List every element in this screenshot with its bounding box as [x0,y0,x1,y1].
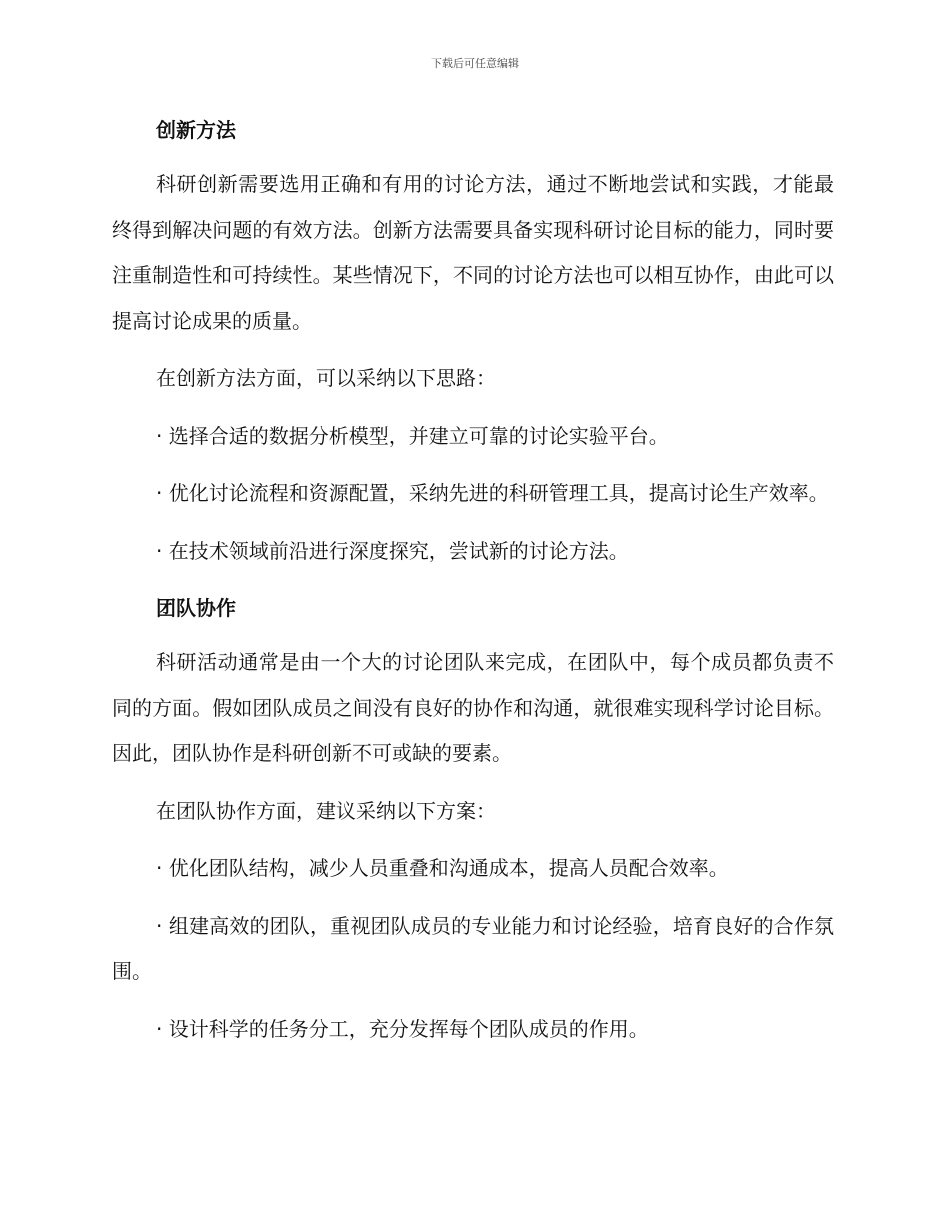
bullet-item: · 设计科学的任务分工，充分发挥每个团队成员的作用。 [156,1016,649,1041]
document-body [112,108,834,1064]
section-lead: 在团队协作方面，建议采纳以下方案： [156,798,496,823]
bullet-item: · 组建高效的团队，重视团队成员的专业能力和讨论经验，培育良好的合作氛围。 [112,913,834,983]
section-heading: 团队协作 [156,596,236,620]
page-header: 下载后可任意编辑 [431,57,519,70]
bullet-item: · 选择合适的数据分析模型，并建立可靠的讨论实验平台。 [156,423,669,448]
section-heading: 创新方法 [156,118,236,142]
bullet-item: · 优化团队结构，减少人员重叠和沟通成本，提高人员配合效率。 [156,856,729,880]
section-lead: 在创新方法方面，可以采纳以下思路： [156,366,496,390]
bullet-item: · 在技术领域前沿进行深度探究，尝试新的讨论方法。 [156,538,629,563]
section-paragraph: 科研创新需要选用正确和有用的讨论方法，通过不断地尝试和实践，才能最终得到解决问题的有效方法。创新方法需要具备实现科研讨论目标的能力，同时要注重制造性和可持续性。某些情况下，不同的讨论方法也可以相互协作，由此可以提高讨论成果的质量。 [112,172,834,333]
section-paragraph: 科研活动通常是由一个大的讨论团队来完成，在团队中，每个成员都负责不同的方面。假如团队成员之间没有良好的协作和沟通，就很难实现科学讨论目标。因此，团队协作是科研创新不可或缺的要素。 [112,650,834,765]
bullet-item: · 优化讨论流程和资源配置，采纳先进的科研管理工具，提高讨论生产效率。 [156,481,829,505]
